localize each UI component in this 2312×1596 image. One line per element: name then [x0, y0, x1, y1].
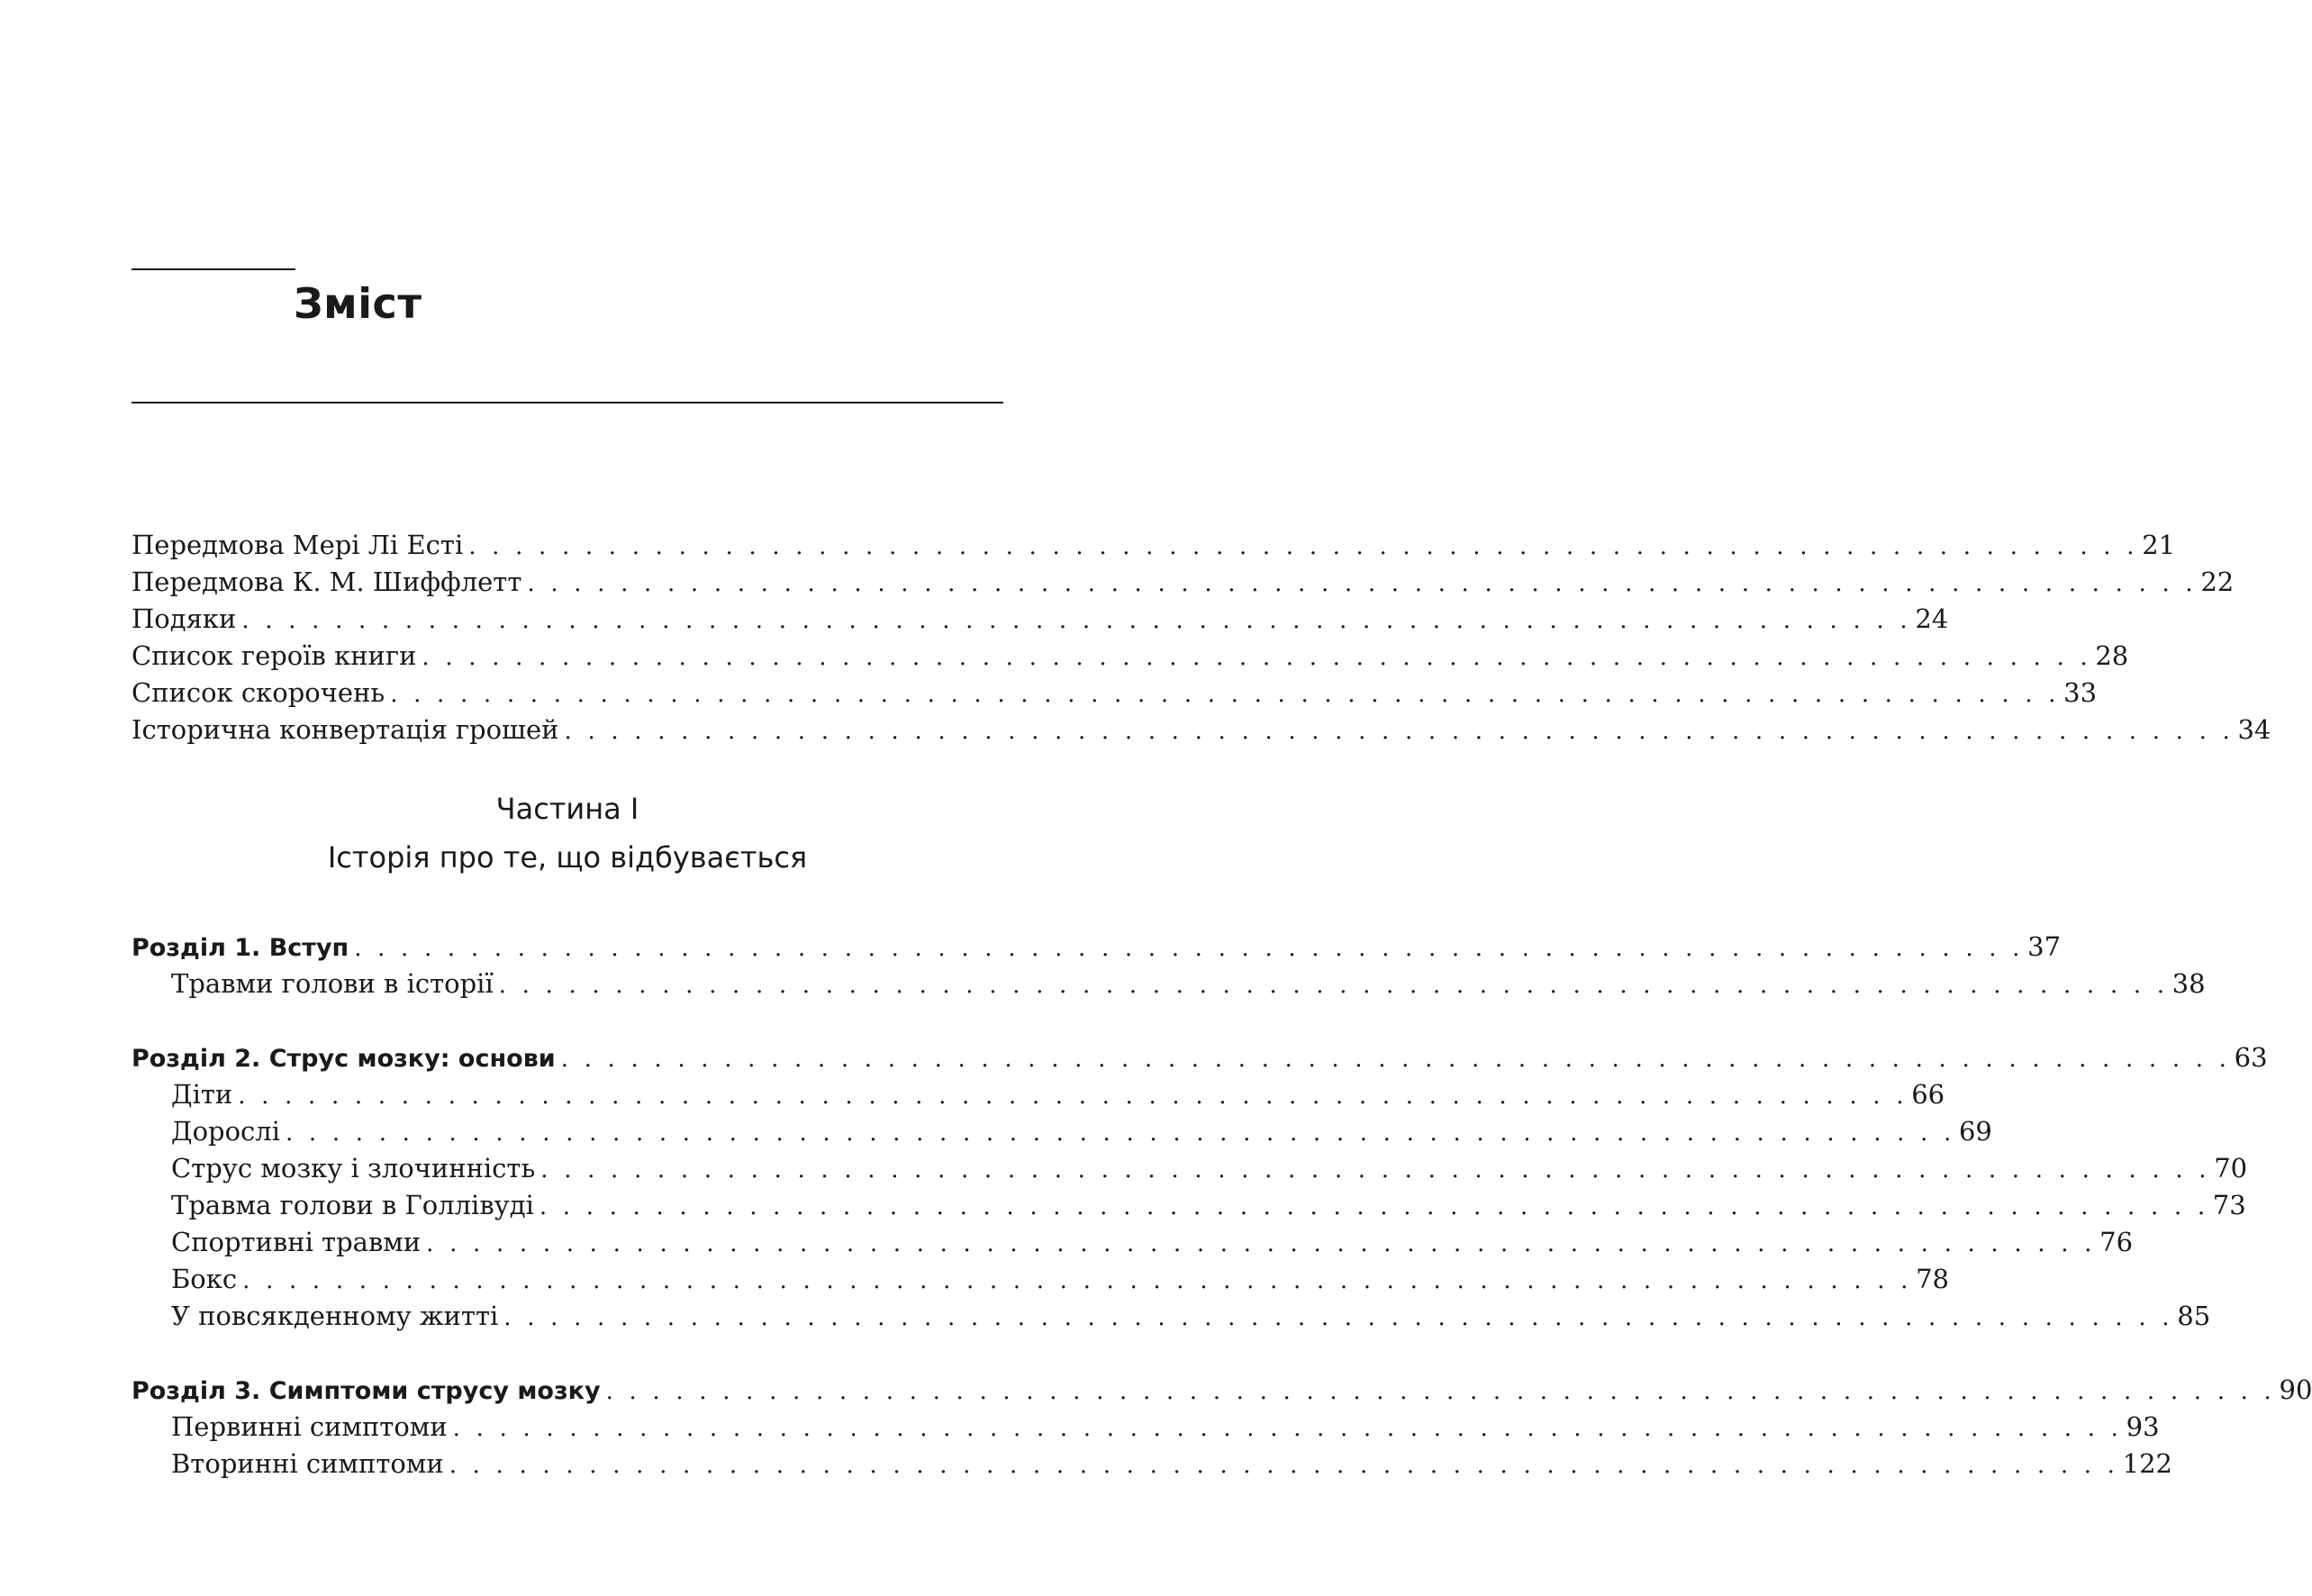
toc-entry-foreword-esty[interactable]: [131, 526, 2176, 564]
toc-page-number: 90: [2279, 1374, 2312, 1405]
dot-leader: . . . . . . . . . . . . . . . . . . . . . . . . . . . . . . . . . . . . . . . . . . . . . . . . . . . . . . . . . . . . . . . . . . . . . . . .: [449, 1452, 2119, 1479]
toc-section-label: Струс мозку і злочинність: [171, 1153, 536, 1183]
toc-page-number: 28: [2095, 640, 2129, 671]
toc-page-number: 24: [1915, 603, 1949, 634]
toc-section-secondary-symptoms[interactable]: [171, 1445, 2173, 1483]
toc-page-number: 73: [2212, 1190, 2246, 1220]
toc-page-number: 63: [2234, 1042, 2268, 1073]
title-top-rule: [131, 268, 295, 270]
toc-section-label: Травма голови в Голлівуді: [171, 1190, 534, 1220]
dot-leader: . . . . . . . . . . . . . . . . . . . . . . . . . . . . . . . . . . . . . . . . . . . . . . . . . . . . . . . . . . . . . . . . . . . . . . . .: [452, 1415, 2123, 1442]
toc-section-everyday-life[interactable]: [171, 1297, 2211, 1335]
toc-page-number: 22: [2200, 567, 2235, 597]
toc-page-number: 33: [2063, 677, 2098, 708]
toc-section-label: Діти: [171, 1079, 233, 1110]
toc-section-label: Вторинні симптоми: [171, 1448, 444, 1479]
toc-page-number: 38: [2171, 968, 2206, 999]
dot-leader: . . . . . . . . . . . . . . . . . . . . . . . . . . . . . . . . . . . . . . . . . . . . . . . . . . . . . . . . . . . . . . . . . . . . . . . .: [560, 1046, 2231, 1073]
dot-leader: . . . . . . . . . . . . . . . . . . . . . . . . . . . . . . . . . . . . . . . . . . . . . . . . . . . . . . . . . . . . . . . . . . . . . . . .: [498, 972, 2169, 999]
toc-section-head-trauma-history[interactable]: [171, 965, 2206, 1002]
toc-entry-label: Список скорочень: [131, 677, 385, 708]
page-title: Зміст: [294, 279, 422, 328]
toc-section-children[interactable]: [171, 1075, 1945, 1113]
toc-entry-label: Історична конвертація грошей: [131, 714, 559, 745]
title-bottom-rule: [131, 402, 1003, 404]
toc-chapter-3[interactable]: [131, 1371, 2312, 1409]
toc-page-number: 76: [2099, 1227, 2134, 1257]
dot-leader: . . . . . . . . . . . . . . . . . . . . . . . . . . . . . . . . . . . . . . . . . . . . . . . . . . . . . . . . . . . . . . . . . . . . . . . .: [503, 1304, 2174, 1331]
toc-entry-label: Передмова К. М. Шиффлетт: [131, 567, 522, 597]
dot-leader: . . . . . . . . . . . . . . . . . . . . . . . . . . . . . . . . . . . . . . . . . . . . . . . . . . . . . . . . . . . . . . . . . . . . . . . .: [564, 718, 2235, 745]
toc-chapter-label: Розділ 2. Струс мозку: основи: [131, 1045, 556, 1073]
toc-page-number: 21: [2142, 530, 2176, 560]
toc-chapter-label: Розділ 3. Симптоми струсу мозку: [131, 1377, 601, 1405]
toc-section-concussion-crime[interactable]: [171, 1149, 2248, 1187]
dot-leader: . . . . . . . . . . . . . . . . . . . . . . . . . . . . . . . . . . . . . . . . . . . . . . . . . . . . . . . . . . . . . . . . . . . . . . . .: [527, 570, 2198, 597]
dot-leader: . . . . . . . . . . . . . . . . . . . . . . . . . . . . . . . . . . . . . . . . . . . . . . . . . . . . . . . . . . . . . . . . . . . . . . . .: [539, 1193, 2209, 1220]
dot-leader: . . . . . . . . . . . . . . . . . . . . . . . . . . . . . . . . . . . . . . . . . . . . . . . . . . . . . . . . . . . . . . . . . . . . . . . .: [354, 935, 2025, 962]
toc-entry-label: Список героїв книги: [131, 640, 417, 671]
toc-section-label: Первинні симптоми: [171, 1411, 448, 1442]
toc-entry-acknowledgements[interactable]: [131, 600, 1949, 638]
dot-leader: . . . . . . . . . . . . . . . . . . . . . . . . . . . . . . . . . . . . . . . . . . . . . . . . . . . . . . . . . . . . . . . . . . . . . . . .: [540, 1156, 2211, 1183]
toc-page-number: 69: [1958, 1116, 1992, 1147]
toc-entry-money-conversion[interactable]: [131, 711, 2271, 748]
dot-leader: . . . . . . . . . . . . . . . . . . . . . . . . . . . . . . . . . . . . . . . . . . . . . . . . . . . . . . . . . . . . . . . . . . . . . . . .: [242, 1267, 1913, 1294]
toc-entry-abbreviations[interactable]: [131, 674, 2098, 712]
dot-leader: . . . . . . . . . . . . . . . . . . . . . . . . . . . . . . . . . . . . . . . . . . . . . . . . . . . . . . . . . . . . . . . . . . . . . . . .: [241, 607, 1912, 634]
toc-section-label: Бокс: [171, 1264, 238, 1294]
toc-chapter-2[interactable]: [131, 1038, 2268, 1076]
toc-section-primary-symptoms[interactable]: [171, 1408, 2160, 1446]
toc-page-number: 78: [1916, 1264, 1949, 1294]
dot-leader: . . . . . . . . . . . . . . . . . . . . . . . . . . . . . . . . . . . . . . . . . . . . . . . . . . . . . . . . . . . . . . . . . . . . . . . .: [238, 1083, 1909, 1110]
toc-section-label: Травми голови в історії: [171, 968, 494, 999]
dot-leader: . . . . . . . . . . . . . . . . . . . . . . . . . . . . . . . . . . . . . . . . . . . . . . . . . . . . . . . . . . . . . . . . . . . . . . . .: [468, 533, 2139, 560]
toc-page-number: 37: [2027, 931, 2062, 962]
toc-page-number: 34: [2237, 714, 2271, 745]
toc-chapter-label: Розділ 1. Вступ: [131, 934, 349, 962]
toc-section-label: Спортивні травми: [171, 1227, 422, 1257]
dot-leader: . . . . . . . . . . . . . . . . . . . . . . . . . . . . . . . . . . . . . . . . . . . . . . . . . . . . . . . . . . . . . . . . . . . . . . . .: [426, 1230, 2097, 1257]
dot-leader: . . . . . . . . . . . . . . . . . . . . . . . . . . . . . . . . . . . . . . . . . . . . . . . . . . . . . . . . . . . . . . . . . . . . . . . .: [286, 1120, 1955, 1147]
part-title-heading: Історія про те, що відбувається: [327, 840, 808, 875]
toc-page-number: 85: [2177, 1301, 2211, 1331]
toc-section-sports-injuries[interactable]: [171, 1223, 2134, 1261]
toc-section-label: Дорослі: [171, 1116, 280, 1147]
dot-leader: . . . . . . . . . . . . . . . . . . . . . . . . . . . . . . . . . . . . . . . . . . . . . . . . . . . . . . . . . . . . . . . . . . . . . . . .: [390, 681, 2061, 708]
toc-page-number: 122: [2122, 1448, 2173, 1479]
dot-leader: . . . . . . . . . . . . . . . . . . . . . . . . . . . . . . . . . . . . . . . . . . . . . . . . . . . . . . . . . . . . . . . . . . . . . . . .: [422, 644, 2092, 671]
toc-entry-label: Подяки: [131, 603, 237, 634]
toc-chapter-1[interactable]: [131, 928, 2062, 966]
toc-entry-characters[interactable]: [131, 637, 2129, 675]
toc-page-number: 70: [2214, 1153, 2248, 1183]
toc-page-number: 93: [2126, 1411, 2160, 1442]
toc-section-label: У повсякденному житті: [171, 1301, 499, 1331]
toc-entry-foreword-shifflett[interactable]: [131, 563, 2235, 601]
toc-section-adults[interactable]: [171, 1112, 1992, 1150]
toc-entry-label: Передмова Мері Лі Есті: [131, 530, 464, 560]
part-number-heading: Частина I: [495, 792, 639, 826]
toc-page-number: 66: [1911, 1079, 1945, 1110]
toc-section-hollywood[interactable]: [171, 1186, 2246, 1224]
toc-section-boxing[interactable]: [171, 1260, 1949, 1298]
dot-leader: . . . . . . . . . . . . . . . . . . . . . . . . . . . . . . . . . . . . . . . . . . . . . . . . . . . . . . . . . . . . . . . . . . . . . . . .: [605, 1378, 2276, 1405]
